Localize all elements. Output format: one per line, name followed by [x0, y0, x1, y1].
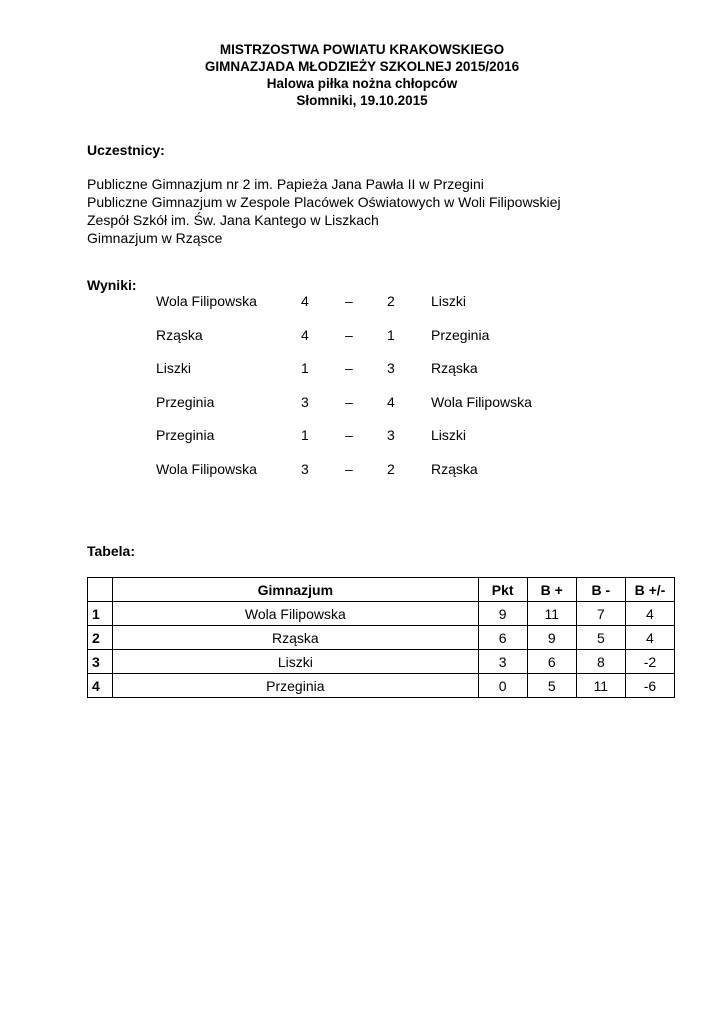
table-row — [88, 674, 675, 698]
row-team: Wola Filipowska — [113, 602, 479, 626]
header-rank — [88, 578, 113, 602]
match-away-team: Wola Filipowska — [431, 393, 532, 410]
match-away-score: 2 — [387, 293, 395, 309]
row-team: Liszki — [113, 650, 479, 674]
header-line-1: MISTRZOSTWA POWIATU KRAKOWSKIEGO — [219, 42, 505, 57]
match-home-team: Przeginia — [156, 393, 215, 410]
match-home-team: Wola Filipowska — [156, 293, 257, 309]
table-row — [88, 650, 675, 674]
match-away-score: 4 — [387, 393, 395, 410]
match-dash: – — [345, 326, 353, 343]
row-bminus: 7 — [576, 602, 625, 626]
header-line-3: Halowa piłka nożna chłopców — [266, 76, 458, 91]
table-title: Tabela: — [87, 543, 135, 559]
row-diff: 4 — [625, 602, 674, 626]
match-away-team: Przeginia — [431, 326, 490, 343]
match-dash: – — [345, 393, 353, 410]
row-bminus: 5 — [576, 626, 625, 650]
match-home-score: 1 — [301, 360, 309, 376]
match-away-team: Liszki — [431, 293, 467, 309]
header-bplus: B + — [527, 578, 576, 602]
table-row — [88, 626, 675, 650]
header-bminus: B - — [576, 578, 625, 602]
match-home-score: 4 — [301, 293, 309, 309]
match-away-team: Rząska — [431, 460, 478, 477]
row-bplus: 9 — [527, 626, 576, 650]
row-team: Przeginia — [113, 674, 479, 698]
table-header-row — [88, 578, 675, 602]
row-rank: 4 — [88, 674, 113, 698]
header-team: Gimnazjum — [113, 578, 479, 602]
row-bplus: 11 — [527, 602, 576, 626]
match-dash: – — [345, 293, 353, 309]
row-pkt: 6 — [478, 626, 527, 650]
match-away-score: 2 — [387, 460, 395, 477]
results-title: Wyniki: — [87, 277, 137, 293]
row-bminus: 11 — [576, 674, 625, 698]
header-line-2: GIMNAZJADA MŁODZIEŻY SZKOLNEJ 2015/2016 — [204, 59, 520, 74]
row-diff: -6 — [625, 674, 674, 698]
match-away-score: 3 — [387, 427, 395, 443]
participants-title: Uczestnicy: — [87, 142, 165, 158]
row-bplus: 6 — [527, 650, 576, 674]
row-team: Rząska — [113, 626, 479, 650]
document-header — [0, 41, 724, 109]
match-home-team: Wola Filipowska — [156, 460, 257, 477]
match-home-team: Liszki — [156, 360, 192, 376]
match-home-team: Rząska — [156, 326, 203, 343]
participant-item: Gimnazjum w Rząsce — [87, 230, 223, 246]
match-dash: – — [345, 427, 353, 443]
match-row — [0, 461, 724, 495]
row-bminus: 8 — [576, 650, 625, 674]
match-row — [0, 427, 724, 461]
match-row — [0, 360, 724, 394]
results-list — [0, 293, 724, 494]
match-home-score: 1 — [301, 427, 309, 443]
match-away-team: Rząska — [431, 360, 478, 376]
match-away-score: 3 — [387, 360, 395, 376]
row-diff: 4 — [625, 626, 674, 650]
participants-list — [87, 175, 561, 247]
standings-table — [87, 577, 675, 698]
row-bplus: 5 — [527, 674, 576, 698]
row-pkt: 0 — [478, 674, 527, 698]
row-diff: -2 — [625, 650, 674, 674]
match-home-score: 3 — [301, 460, 309, 477]
row-rank: 3 — [88, 650, 113, 674]
table-row — [88, 602, 675, 626]
participant-item: Publiczne Gimnazjum nr 2 im. Papieża Jana Pawła II w Przegini — [87, 176, 484, 192]
header-diff: B +/- — [625, 578, 674, 602]
header-pkt: Pkt — [478, 578, 527, 602]
header-line-4: Słomniki, 19.10.2015 — [296, 93, 428, 108]
match-home-team: Przeginia — [156, 427, 215, 443]
match-away-score: 1 — [387, 326, 395, 343]
participant-item: Publiczne Gimnazjum w Zespole Placówek Oświatowych w Woli Filipowskiej — [87, 194, 561, 210]
row-pkt: 9 — [478, 602, 527, 626]
match-away-team: Liszki — [431, 427, 467, 443]
match-home-score: 3 — [301, 393, 309, 410]
match-dash: – — [345, 460, 353, 477]
row-rank: 2 — [88, 626, 113, 650]
match-row — [0, 394, 724, 428]
match-home-score: 4 — [301, 326, 309, 343]
row-rank: 1 — [88, 602, 113, 626]
participant-item: Zespół Szkół im. Św. Jana Kantego w Liszkach — [87, 212, 379, 228]
match-row — [0, 327, 724, 361]
row-pkt: 3 — [478, 650, 527, 674]
match-row — [0, 293, 724, 327]
match-dash: – — [345, 360, 353, 376]
